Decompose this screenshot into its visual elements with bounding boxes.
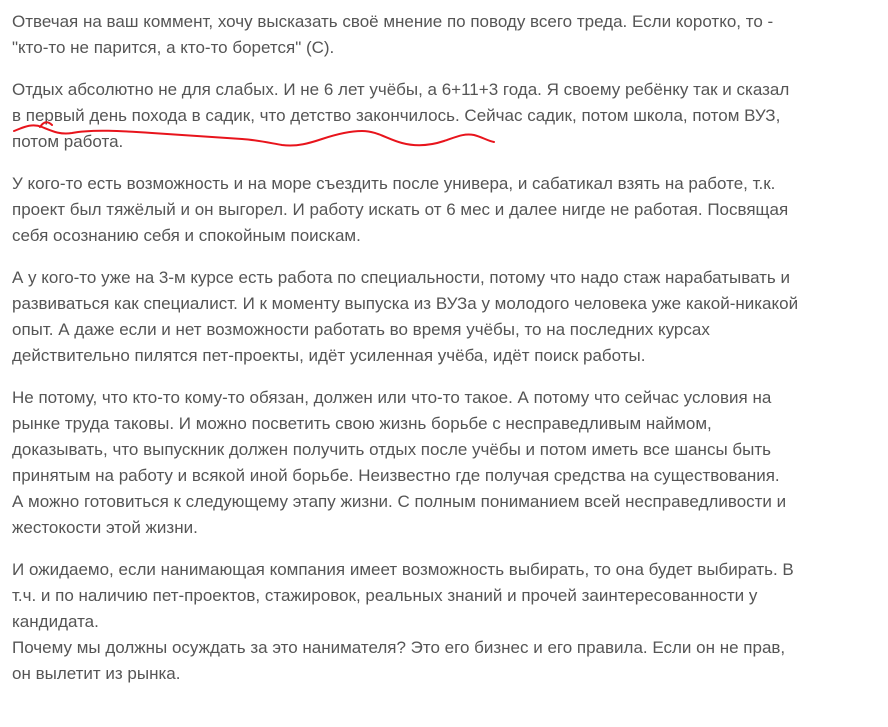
- text-line: действительно пилятся пет-проекты, идёт усиленная учёба, идёт поиск работы.: [12, 346, 646, 365]
- text-line: кандидата.: [12, 612, 99, 631]
- text-line: т.ч. и по наличию пет-проектов, стажировок, реальных знаний и прочей заинтересованности у: [12, 586, 758, 605]
- text-line: Не потому, что кто-то кому-то обязан, должен или что-то такое. А потому что сейчас условия на: [12, 388, 772, 407]
- paragraph-6: [12, 557, 880, 687]
- text-line: Почему мы должны осуждать за это нанимателя? Это его бизнес и его правила. Если он не прав,: [12, 638, 786, 657]
- text-line: "кто-то не парится, а кто-то борется" (С).: [12, 38, 335, 57]
- text-line: опыт. А даже если и нет возможности работать во время учёбы, то на последних курсах: [12, 320, 710, 339]
- text-line: Отдых абсолютно не для слабых. И не 6 лет учёбы, а 6+11+3 года. Я своему ребёнку так и сказал: [12, 80, 790, 99]
- text-line: проект был тяжёлый и он выгорел. И работу искать от 6 мес и далее нигде не работая. Посвящая: [12, 200, 789, 219]
- text-line: принятым на работу и всякой иной борьбе. Неизвестно где получая средства на существования.: [12, 466, 780, 485]
- text-line: И ожидаемо, если нанимающая компания имеет возможность выбирать, то она будет выбирать. В: [12, 560, 794, 579]
- text-line: доказывать, что выпускник должен получить отдых после учёбы и потом иметь все шансы быть: [12, 440, 771, 459]
- text-line: У кого-то есть возможность и на море съездить после универа, и сабатикал взять на работе, т.к.: [12, 174, 776, 193]
- paragraph-1: [12, 9, 880, 61]
- comment-body: [12, 9, 880, 687]
- text-line: А можно готовиться к следующему этапу жизни. С полным пониманием всей несправедливости и: [12, 492, 787, 511]
- paragraph-3: [12, 171, 880, 249]
- paragraph-2: [12, 77, 880, 155]
- text-line: потом работа.: [12, 132, 124, 151]
- text-line: он вылетит из рынка.: [12, 664, 181, 683]
- text-line: рынке труда таковы. И можно посветить свою жизнь борьбе с несправедливым наймом,: [12, 414, 712, 433]
- text-line: А у кого-то уже на 3-м курсе есть работа по специальности, потому что надо стаж нарабатывать и: [12, 268, 791, 287]
- text-line: в первый день похода в садик, что детство закончилось. Сейчас садик, потом школа, потом ВУЗ,: [12, 106, 781, 125]
- paragraph-5: [12, 385, 880, 541]
- text-line: жестокости этой жизни.: [12, 518, 198, 537]
- text-line: Отвечая на ваш коммент, хочу высказать своё мнение по поводу всего треда. Если коротко, то -: [12, 12, 774, 31]
- text-line: себя осознанию себя и спокойным поискам.: [12, 226, 361, 245]
- paragraph-4: [12, 265, 880, 369]
- text-line: развиваться как специалист. И к моменту выпуска из ВУЗа у молодого человека уже какой-никакой: [12, 294, 799, 313]
